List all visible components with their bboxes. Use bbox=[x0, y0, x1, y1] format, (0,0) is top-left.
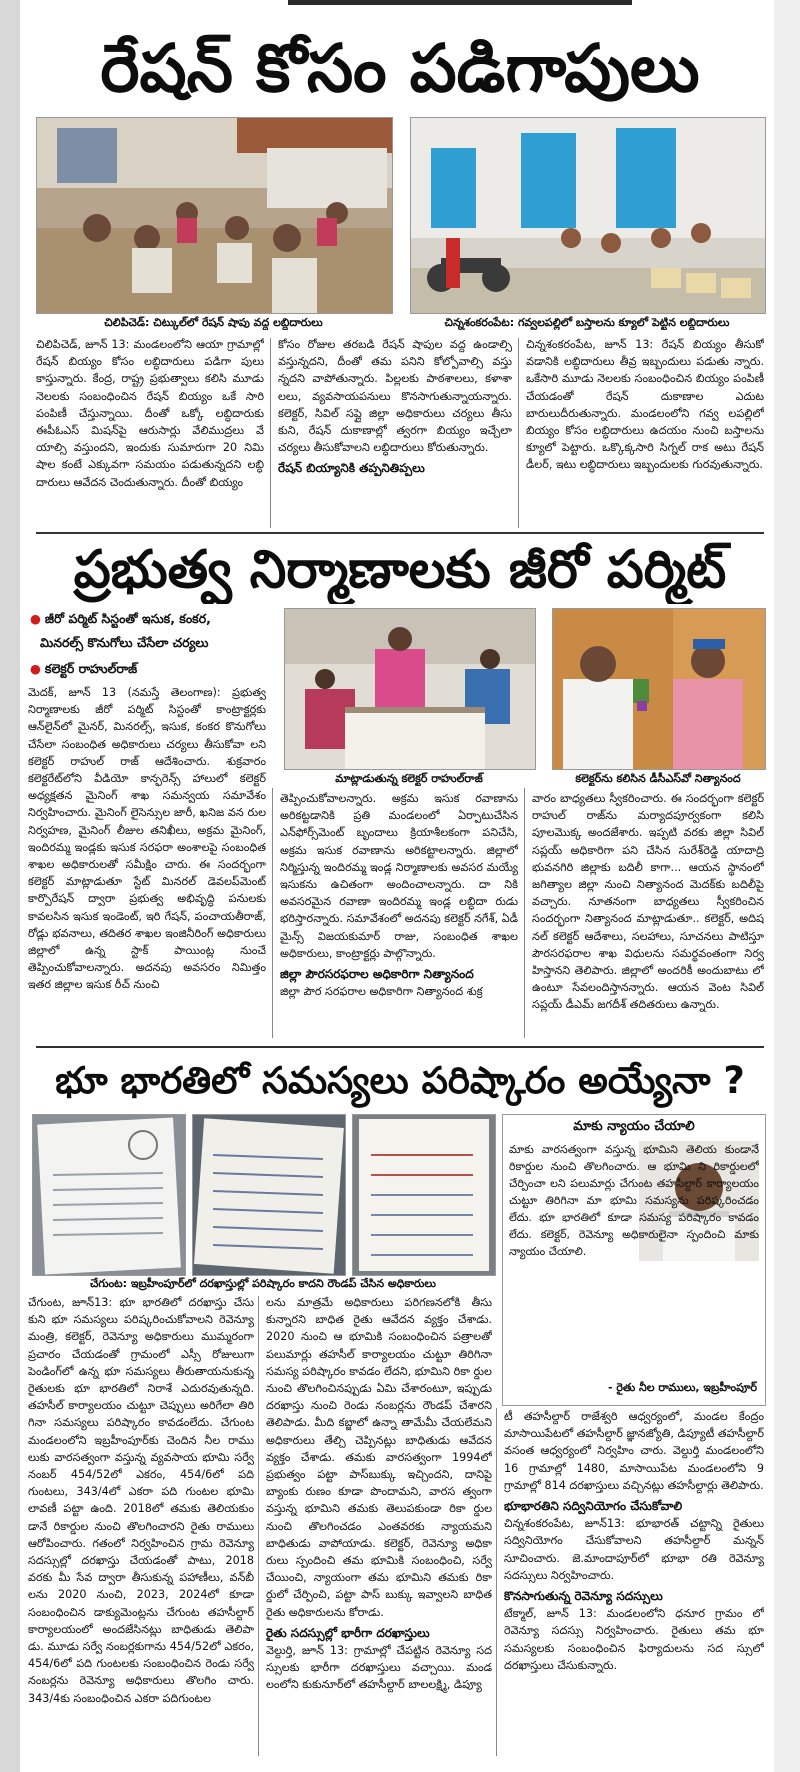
bullet-text: కలెక్టర్ రాహుల్‌రాజ్ bbox=[44, 661, 138, 676]
caption-photo-right: చిన్నశంకరంపేట: గవ్వలపల్లిలో బస్తాలను క్యూలో పెట్టిన లబ్ధిదారులు bbox=[444, 316, 730, 329]
bullet-dot-icon: ● bbox=[30, 611, 41, 626]
photo-collector-dcso bbox=[552, 608, 766, 770]
story3-column-3-text: టీ తహసీల్దార్ రాజేశ్వరి ఆధ్వర్యంలో, మండల కేంద్రం మాసాయిపేటలో తహసీల్దార్ జ్ఞానజ్యోతి, డిప్యూటీ తహసీల్దార్ వసంత ఆధ్వర్యంలో నిర్వహిం చారు. వెల్దుర్తి మండలంలోని 16 గ్రామాల్లో 1480, మాసాయిపేట మండలంలోని 9 గ్రామాల్లో 814 దరఖాస్తులు వచ్చినట్లు తహసీల్దార్లు తెలిపారు. bbox=[504, 1410, 764, 1492]
story2-column-2 bbox=[280, 790, 518, 1042]
column-rule bbox=[496, 1408, 497, 1756]
column-rule bbox=[258, 1296, 259, 1756]
photo-applications-2 bbox=[192, 1114, 346, 1276]
bullet-dot-icon: ● bbox=[30, 661, 41, 676]
story3-column-3-end: టేక్మాల్, జూన్ 13: మండలంలోని ధనూర గ్రామం లో రెవెన్యూ సదస్సు నిర్వహించారు. రైతులు తమ భూ సమస్యలకు సంబంధించిన ఫిర్యాదులను సద స్సులో దరఖాస్తులు చేసుకున్నారు. bbox=[504, 1607, 764, 1672]
caption-collector-dcso: కలెక్టర్‌ను కలిసిన డీసీఎస్‌వో నిత్యానంద bbox=[575, 772, 741, 785]
photo-applications-3 bbox=[352, 1114, 496, 1276]
column-rule bbox=[270, 338, 271, 528]
story3-column-1: చేగుంట, జూన్13: భూ భారతిలో దరఖాస్తు చేసు కుని భూ సమస్యలు పరిష్కరించుకోవాలని రెవెన్యూ మంత్రి, కలెక్టర్, రెవెన్యూ అధికారులు ముమ్మరంగా ప్రచారం చేయడంతో గ్రామంలో ఎస్సీ రోజులుగా పెండింగ్‌లో ఉన్న భూ సమస్యలు తీరుతాయనుకున్న రైతులకు భూ భారతిలో నిరాశే ఎదురవుతున్నది. తహసీల్ కార్యాలయం చుట్టూ చెప్పులు అరిగేలా తిరి గినా సమస్యలు పరిష్కారం కావడంలేదు. చేగుంట మండలంలోని ఇబ్రహీంపూర్‌కు చెందిన నీల రాము లుకు వారసత్వంగా వస్తున్న వ్యవసాయ భూమి సర్వే నంబర్ 454/52లో ఎకరం, 454/6లో పది గుంటలు, 343/4లో ఎకరా పది గుంటల భూమి లావణీ పట్టా ఉంది. 2018లో తమకు తెలియకుం డానే రికార్డుల నుంచి తొలగించారని రైతు రాములు ఆరోపించారు. గతంలో నిర్వహించిన గ్రామ రెవెన్యూ సదస్సుల్లో దరఖాస్తు చేయడంతో పాటు, 2018 వరకు మీ సేవ ద్వారా తీసుకున్న పహాణీలు, వన్‌బీ లను 2020 నుంచి, 2023, 2024లో కూడా సంబంధించిన డాక్యుమెంట్లను చేగుంట తహసీల్దార్ కార్యాలయంలో అందజేసినట్లు బాధితుడు తెలిపా డు. మూడు సర్వే నంబర్లకుగాను 454/52లో ఎకరం, 454/6లో పది గుంటలకు సంబంధించిన రెండు సర్వే నంబర్లను రెవెన్యూ అధికారులు తొలగిం చారు. 343/4కు సంబంధించిన ఎకరా పదిగుంటల bbox=[28, 1296, 254, 1705]
bullet-text: జీరో పర్మిట్ సిస్టంతో ఇసుక, కంకర, bbox=[44, 611, 211, 626]
column-rule bbox=[524, 788, 525, 1038]
story2-column-3: వారం బాధ్యతలు స్వీకరించారు. ఈ సందర్భంగా కలెక్టర్ రాహుల్ రాజ్‌ను మర్యాదపూర్వకంగా కలిసి పూలమొక్క అందజేశారు. ఇప్పటి వరకు జిల్లా సివిల్ సప్లయ్ అధికారిగా పని చేసిన సురేశ్‌రెడ్డి యాదాద్రి భువనగిరి జిల్లాకు బదిలీ కాగా... ఆయన స్థానంలో జగిత్యాల జిల్లా నుంచి నిత్యానంద మెదక్‌కు బదిలీపై వచ్చారు. నూతనంగా బాధ్యతలు స్వీకరించిన సందర్భంగా నిత్యానంద మాట్లాడుతూ.. కలెక్టర్, అదిష నల్ కలెక్టర్ ఆదేశాలు, సలహాలు, సూచనలు పాటిస్తూ పౌరసరఫరాల శాఖ విధులను సమర్థవంతంగా నిర్వ హిస్తానని తెలిపారు. జిల్లాలో అందరికీ అందుబాటు లో ఉంటూ సేవలందిస్తానన్నారు. ఆయన వెంట సివిల్ సప్లయ్ డీఎమ్ జగదీశ్ తదితరులు ఉన్నారు. bbox=[532, 792, 764, 1012]
story2-subheading: జిల్లా పౌరసరఫరాల అధికారిగా నిత్యానంద bbox=[280, 967, 474, 982]
bullet-zero-permit bbox=[30, 608, 211, 630]
sidebar-farmer-quote bbox=[502, 1114, 766, 1406]
story3-subheading-3: కొనసాగుతున్న రెవెన్యూ సదస్సులు bbox=[504, 1589, 663, 1604]
caption-collector-meeting: మాట్లాడుతున్న కలెక్టర్ రాహుల్‌రాజ్ bbox=[335, 772, 483, 785]
photo-ration-shop-left bbox=[36, 117, 393, 314]
photo-collector-meeting bbox=[284, 608, 536, 770]
story3-column-2 bbox=[266, 1294, 492, 1764]
column-rule bbox=[518, 338, 519, 528]
right-margin bbox=[774, 0, 800, 1772]
story2-column-2-text: తెప్పించుకోవాలన్నారు. అక్రమ ఇసుక రవాణాను అరికట్టడానికి ప్రతి మండలంలో ఏర్పాటుచేసిన ఎన్‌ఫోర్స్‌మెంట్ బృందాలు క్రియాశీలకంగా పనిచేసి, అక్రమ ఇసుక రవాణాను అరికట్టాలన్నారు. జిల్లాలో నిర్మిస్తున్న ఇందిరమ్మ ఇండ్ల నిర్మాణాలకు అవసర మయ్యే ఇసుకను ఉచితంగా అందించాలన్నారు. దా నికి అవసరమైన రవాణా ఇందిరమ్మ ఇండ్ల లబ్ధిదా రుడు భరిస్తారన్నారు. సమావేశంలో అదనపు కలెక్టర్ నగేశ్, ఏడీ మైన్స్ విజయకుమార్ రాజు, సంబంధిత శాఖల అధికారులు, కాంట్రాక్టర్లు పాల్గొన్నారు. bbox=[280, 792, 518, 960]
top-scroll-bar bbox=[288, 0, 632, 5]
story2-column-2-after: జిల్లా పౌర సరఫరాల అధికారిగా నిత్యానంద శుక్ర bbox=[280, 985, 483, 999]
headline-ration: రేషన్ కోసం పడిగాపులు bbox=[100, 30, 700, 107]
sidebar-quote-text: మాకు వారసత్వంగా వస్తున్న భూమిని తెలియ కుండానే రికార్డుల నుంచి తొలగించారు. ఆ భూమి ని రికార్డులలో చేర్పించా లని పలుమార్లు చేగుంట తహసీల్దార్ కార్యాలయం చుట్టూ తిరిగినా మా భూమి సమస్యను పరిష్కరించడం లేదు. భూ భారతిలో కూడా సమస్య పరిష్కారం కావడం లేదు. కలెక్టర్, రెవెన్యూ అధికారులైనా స్పందించి మాకు న్యాయం చేయాలి. bbox=[509, 1143, 759, 1258]
story3-column-3 bbox=[504, 1408, 764, 1764]
photo-ration-queue-right bbox=[410, 117, 766, 314]
sidebar-title: మాకు న్యాయం చేయాలి bbox=[573, 1119, 695, 1134]
bullet-collector bbox=[30, 658, 137, 680]
story2-column-1: మెదక్, జూన్ 13 (నమస్తే తెలంగాణ): ప్రభుత్వ నిర్మాణాలకు జీరో పర్మిట్ సిస్టంతో కాంట్రాక్టర్లకు ఆన్‌లైన్‌లో మైనర్, మినరల్స్, ఇసుక, కంకర కొనుగోలు చేసేలా సంబంధిత అధికారులు చర్యలు తీసుకోవా లని కలెక్టర్ రాహుల్ రాజ్ ఆదేశించారు. శుక్రవారం కలెక్టరేట్‌లోని వీడియో కాన్ఫరెన్స్ హాలులో కలెక్టర్ అధ్యక్షతన మైనింగ్ శాఖ సమన్వయ సమావేశం నిర్వహించారు. మైనింగ్ లైసెన్సుల జారీ, ఖనిజ వన రుల నిర్వహణ, మైనింగ్ లీజుల తనిఖీలు, అక్రమ మైనింగ్, ఇందిరమ్మ ఇండ్లకు ఇసుక సరఫరా అంశాలపై సంబంధిత శాఖల అధికారులతో సమీక్షిం చారు. ఈ సందర్భంగా కలెక్టర్ మాట్లాడుతూ స్టేట్ మినరల్ డెవలప్‌మెంట్ కార్పొరేషన్ ద్వారా ప్రభుత్వ అభివృద్ధి పనులకు కావలసిన ఇసుక ఇండెంట్, ఇరి గేషన్, పంచాయతీరాజ్, రోడ్లు భవనాలు, తదితర శాఖల ఇంజినీరింగ్ అధికారులు జిల్లాలో ఉన్న స్టాక్ పాయింట్ల నుంచే తెప్పించుకోవాలన్నారు. అదనపు అవసరం నిమిత్తం ఇతర జిల్లాల ఇసుక రీచ్ నుంచి bbox=[28, 686, 266, 992]
caption-applications: చేగుంట: ఇబ్రహీంపూర్‌లో దరఖాస్తుల్లో పరిష్కారం కాదని రౌండప్ చేసిన అధికారులు bbox=[90, 1277, 436, 1290]
story-divider bbox=[36, 1046, 764, 1048]
story3-subheading-1: రైతు సదస్సుల్లో భారీగా దరఖాస్తులు bbox=[266, 1625, 430, 1640]
caption-photo-left: చిలిపిచెడ్‌: చిట్కుల్‌లో రేషన్ షాపు వద్ద లబ్ధిదారులు bbox=[104, 316, 323, 329]
sidebar-signature: - రైతు నీల రాములు, ఇబ్రహీంపూర్ bbox=[607, 1381, 757, 1394]
story1-subheading: రేషన్ బియ్యానికి తప్పనితిప్పలు bbox=[278, 461, 425, 476]
story1-column-3: చిన్నశంకరంపేట, జూన్ 13: రేషన్ బియ్యం తీసుకో వడానికి లబ్ధిదారులు తీవ్ర ఇబ్బందులు పడుతు న్నారు. ఒకేసారి మూడు నెలలకు సంబంధించిన బియ్యం పంపిణీ చేయడంతో రేషన్ దుకాణాల ఎదుట బారులుదీరుతున్నారు. మండలంలోని గవ్వ లపల్లిలో బియ్యం కోసం లబ్ధిదారులు ఉదయం నుంచి బస్తాలను క్యూలో పెట్టారు. ఒక్కొక్కసారి సిగ్నల్ రాక అటు రేషన్ డీలర్, ఇటు లబ్ధిదారులు ఇబ్బందులకు గురవుతున్నారు. bbox=[526, 338, 764, 472]
story1-column-1: చిలిపిచెడ్, జూన్ 13: మండలంలోని ఆయా గ్రామాల్లో రేషన్ బియ్యం కోసం లబ్ధిదారులు పడిగా పులు కాస్తున్నారు. కేంద్ర, రాష్ట్ర ప్రభుత్వాలు కలిసి మూడు నెలలకు సంబంధించిన రేషన్ బియ్యం ఒకే సారి పంపిణీ చేస్తున్నాయి. దీంతో ఒక్కో లబ్ధిదారుకు ఈపీఓఎస్ మిషన్‌పై ఆరుసార్లు వేలిముద్రలు వే యాల్సి వస్తుందని, ఇందుకు సుమారుగా 20 నిమి షాల కంటే ఎక్కువగా సమయం పడుతున్నదని లబ్ధి దారులు ఆవేదన చెందుతున్నారు. దీంతో బియ్యం bbox=[36, 338, 264, 489]
story3-column-2-after: వెల్దుర్తి, జూన్ 13: గ్రామాల్లో చేపట్టిన రెవెన్యూ సద స్సులకు భారీగా దరఖాస్తులు వచ్చాయి. మండ లంలోని కుకునూర్‌లో తహసీల్దార్ బాలలక్ష్మి, డిప్యూ bbox=[266, 1644, 492, 1692]
newspaper-page bbox=[26, 8, 774, 1772]
bullet-text: మినరల్స్ కొనుగోలు చేసేలా చర్యలు bbox=[40, 635, 209, 650]
headline-zero-permit: ప్రభుత్వ నిర్మాణాలకు జీరో పర్మిట్ bbox=[73, 540, 727, 600]
story1-column-2-text: కోసం రోజుల తరబడి రేషన్ షాపుల వద్ద ఉండాల్సి వస్తున్నదని, దీంతో తమ పనిని కోల్పోవాల్సి వస్తు న్నదని వాపోతున్నారు. పిల్లలకు పాఠశాలలు, కళాశా లలు, వ్యవసాయపనులు కొనసాగుతున్నాయన్నారు. కలెక్టర్, సివిల్ సప్లై జిల్లా అధికారులు చర్యలు తీసు కుని, రేషన్ దుకాణాల్లో త్వరగా బియ్యం ఇచ్చేలా చర్యలు తీసుకోవాలని లబ్ధిదారులు కోరుతున్నారు. bbox=[278, 338, 512, 455]
left-margin bbox=[0, 0, 20, 1772]
story1-column-2 bbox=[278, 336, 512, 528]
headline-bhu-bharati: భూ భారతిలో సమస్యలు పరిష్కారం అయ్యేనా ? bbox=[55, 1059, 745, 1102]
bullet-zero-permit-cont bbox=[40, 632, 208, 654]
story-divider bbox=[36, 532, 764, 534]
story3-column-3-mid: చిన్నశంకరంపేట, జూన్13: భూభారత్ చట్టాన్ని రైతులు సద్వినియోగం చేసుకోవాలని తహసీల్దార్ మన్నన్ సూచించారు. జె.మాందాపూర్‌లో భూభా రతి రెవెన్యూ సదస్సులు నిర్వహించారు. bbox=[504, 1517, 764, 1582]
photo-applications-1 bbox=[32, 1114, 186, 1276]
story3-subheading-2: భూభారతిని సద్వినియోగం చేసుకోవాలి bbox=[504, 1499, 683, 1514]
column-rule bbox=[272, 788, 273, 1038]
story3-column-2-text: లను మాత్రమే అధికారులు పరిగణనలోకి తీసు కున్నారని బాధిత రైతు ఆవేదన వ్యక్తం చేశాడు. 2020 నుంచి ఆ భూమికి సంబంధించిన పత్రాలతో పలుమార్లు తహసీల్ కార్యాలయం చుట్టూ తిరిగినా సమస్య పరిష్కారం కావడం లేదని, భూమిని రికా ర్డుల నుంచి తొలగించినప్పుడు ఏమి చేశారంటూ, ఇప్పుడు దరఖాస్తు నుంచి రెండు నంబర్లను రౌండప్ చేశారని తెలిపాడు. మీది కబ్జాలో ఉన్నా తామేమీ చేయలేమని అధికారులు తేల్చి చెప్పినట్లు బాధితుడు ఆవేదన వ్యక్తం చేశాడు. తమకు వారసత్వంగా 1994లో ప్రభుత్వం పట్టా పాస్‌బుక్కు ఇచ్చిందని, దానిపై బ్యాంకు రుణం కూడా పొందామని, వారస త్వంగా వస్తున్న భూమిని తమకు తెలుపకుండా రికా ర్డుల నుంచి తొలగించడం ఎంతవరకు న్యాయమని బాధితుడు వాపోయాడు. కలెక్టర్, రెవెన్యూ అధికా రులు స్పందించి తమ భూమికి సంబంధించి, సర్వే చేయించి, న్యాయంగా తమ భూమిని తమకు రికా ర్డులో చేర్పించి, పట్టా పాస్ బుక్కు ఇవ్వాలని బాధిత రైతు అధికారులను కోరాడు. bbox=[266, 1296, 492, 1619]
